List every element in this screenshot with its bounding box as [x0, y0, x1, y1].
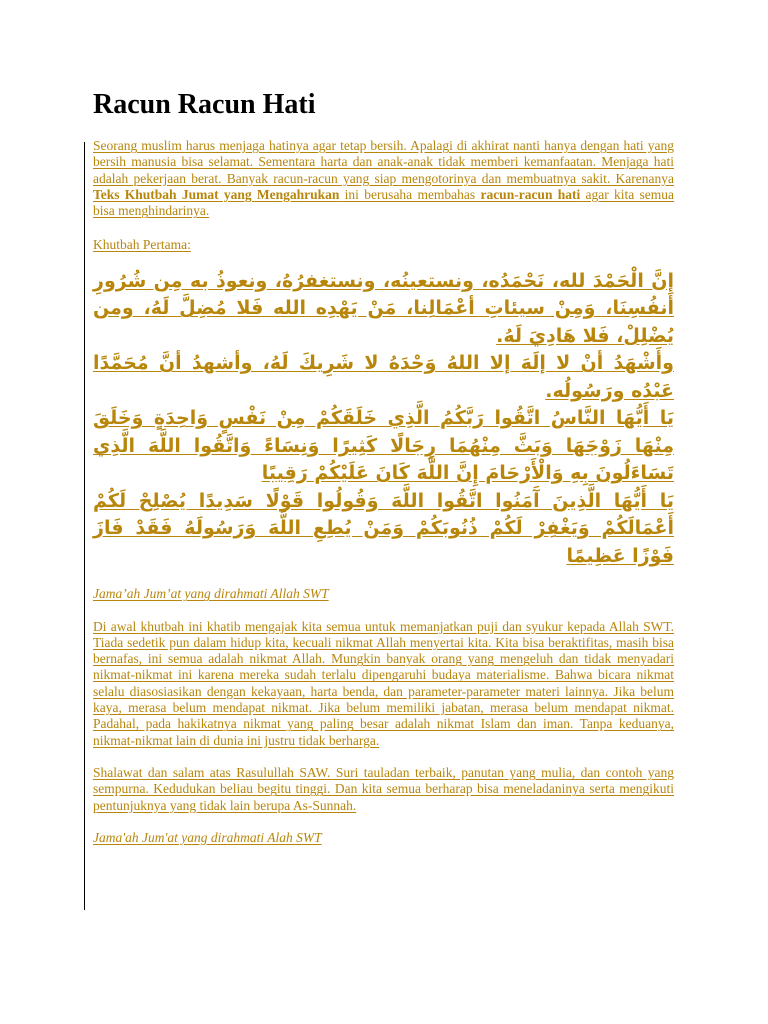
intro-text-2[interactable]: ini berusaha membahas	[339, 186, 481, 202]
document-content	[93, 86, 674, 846]
salutation-2-text[interactable]: Jama'ah Jum'at yang dirahmati Alah SWT	[93, 829, 322, 845]
intro-paragraph[interactable]	[93, 138, 674, 219]
arabic-shahada[interactable]: وأَشْهَدُ أنْ لا إلَهَ إلا اللهُ وَحْدَهُ لا شَرِيكَ لَهُ، وأشهدُ أنَّ مُحَمَّدًا عَبْدُه ورَسُولُه.	[93, 352, 674, 402]
salutation-2[interactable]	[93, 830, 674, 846]
salutation-1-text[interactable]: Jama’ah Jum’at yang dirahmati Allah SWT	[93, 586, 329, 602]
intro-bold-link-2[interactable]: racun-racun hati	[480, 186, 581, 202]
arabic-opening[interactable]: إِنَّ الْحَمْدَ لله، نَحْمَدُه، ونستعينُه، ونستغفرُهُ، ونعوذُ به مِن شُرُورِ أنفُسِنَا، وَمِنْ سيئاتِ أعْمَالِنا، مَنْ يَهْدِه الله فَلا مُضِلَّ لَهُ، ومن يُضْلِلْ، فَلا هَادِيَ لَهُ.	[93, 269, 674, 347]
paragraph-2[interactable]	[93, 765, 674, 814]
paragraph-1-text[interactable]: Di awal khutbah ini khatib mengajak kita semua untuk memanjatkan puji dan syukur kepada Allah SWT. Tiada sedetik pun dalam hidup kita, kecuali nikmat Allah menyertai kita. Kita bisa beraktifitas, masih bisa bernafas, ini semua adalah nikmat Allah. Mungkin banyak orang yang mengeluh dan tidak menyadari nikmat-nikmat ini karena mereka sudah terlalu dipengaruhi budaya materialisme. Bahwa bicara nikmat selalu diasosiasikan dengan kekayaan, harta benda, dan parameter-parameter materi lainnya. Jika belum kaya, merasa belum mendapat nikmat. Jika belum memiliki jabatan, merasa belum mendapat nikmat. Padahal, pada hakikatnya nikmat yang paling besar adalah nikmat Islam dan iman. Tanpa keduanya, nikmat-nikmat lain di dunia ini justru tidak berharga.	[93, 618, 674, 748]
arabic-verse-1[interactable]: يَا أَيُّهَا النَّاسُ اتَّقُوا رَبَّكُمُ الَّذِي خَلَقَكُمْ مِنْ نَفْسٍ وَاحِدَةٍ وَخَلَقَ مِنْهَا زَوْجَهَا وَبَثَّ مِنْهُمَا رِجَالًا كَثِيرًا وَنِسَاءً وَاتَّقُوا اللَّهَ الَّذِي تَسَاءَلُونَ بِهِ وَالْأَرْحَامَ إِنَّ اللَّهَ كَانَ عَلَيْكُمْ رَقِيبًا	[93, 407, 674, 485]
intro-text-3[interactable]: agar kita semua bisa menghindarinya.	[93, 186, 675, 219]
khutbah-label-text[interactable]: Khutbah Pertama:	[93, 237, 191, 253]
salutation-1[interactable]	[93, 586, 674, 602]
khutbah-label[interactable]	[93, 237, 674, 253]
intro-text-1[interactable]: Seorang muslim harus menjaga hatinya agar tetap bersih. Apalagi di akhirat nanti hanya dengan hati yang bersih manusia bisa selamat. Sementara harta dan anak-anak tidak memberi kemanfaatan. Menjaga hati adalah pekerjaan berat. Banyak racun-racun yang siap mengotorinya dan membuatnya sakit. Karenanya	[93, 138, 674, 186]
arabic-block	[93, 268, 674, 571]
arabic-verse-2[interactable]: يَا أَيُّهَا الَّذِينَ آَمَنُوا اتَّقُوا اللَّهَ وَقُولُوا قَوْلًا سَدِيدًا يُصْلِحْ لَكُمْ أَعْمَالَكُمْ وَيَغْفِرْ لَكُمْ ذُنُوبَكُمْ وَمَنْ يُطِعِ اللَّهَ وَرَسُولَهُ فَقَدْ فَازَ فَوْزًا عَظِيمًا	[93, 489, 674, 567]
paragraph-1[interactable]	[93, 619, 674, 749]
page-title: Racun Racun Hati	[93, 89, 316, 120]
intro-bold-link-1[interactable]: Teks Khutbah Jumat yang Mengahrukan	[93, 186, 340, 202]
margin-bar	[84, 142, 85, 910]
paragraph-2-text[interactable]: Shalawat dan salam atas Rasulullah SAW. Suri tauladan terbaik, panutan yang mulia, dan contoh yang sempurna. Kedudukan beliau begitu tinggi. Dan kita semua berharap bisa meneladaninya serta mengikuti pentunjuknya yang tidak lain berupa As-Sunnah.	[93, 764, 674, 813]
